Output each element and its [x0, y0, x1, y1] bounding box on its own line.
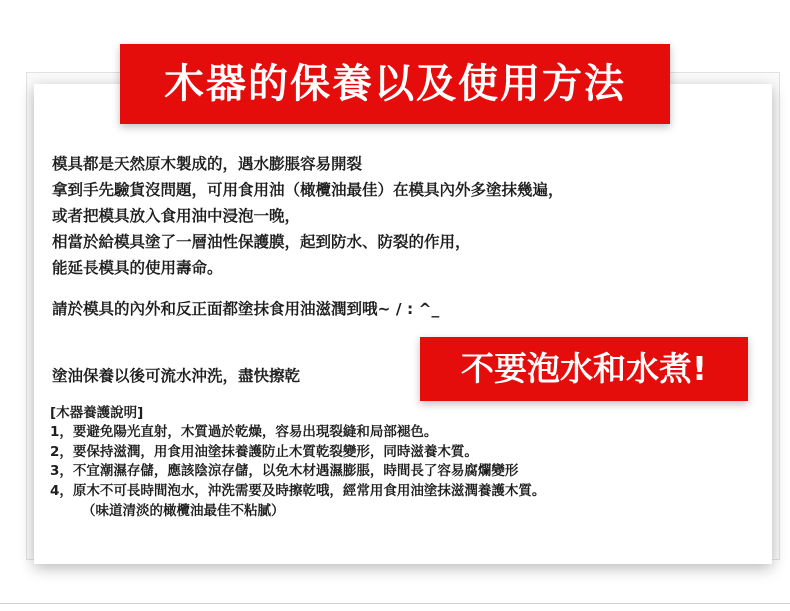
rinse-note: 塗油保養以後可流水沖洗，盡快擦乾	[52, 367, 301, 385]
bottom-divider	[0, 603, 790, 604]
intro-line: 或者把模具放入食用油中浸泡一晚，	[52, 207, 301, 225]
title-banner: 木器的保養以及使用方法	[120, 44, 670, 124]
intro-line: 能延長模具的使用壽命。	[52, 259, 223, 277]
intro-paragraph	[52, 151, 564, 281]
intro-line: 拿到手先驗貨沒問題，可用食用油（橄欖油最佳）在模具內外多塗抹幾遍，	[52, 181, 564, 199]
care-item: 4，原木不可長時間泡水，沖洗需要及時擦乾哦，經常用食用油塗抹滋潤養護木質。	[50, 482, 546, 499]
warning-banner: 不要泡水和水煮!	[420, 337, 748, 401]
care-item: 2，要保持滋潤，用食用油塗抹養護防止木質乾裂變形，同時滋養木質。	[50, 443, 478, 460]
care-instructions	[50, 403, 545, 521]
intro-line: 模具都是天然原木製成的，遇水膨脹容易開裂	[52, 155, 363, 173]
care-item: 3，不宜潮濕存儲，應該陰涼存儲，以免木材遇濕膨脹，時間長了容易腐爛變形	[50, 463, 519, 479]
oil-note: 請於模具的內外和反正面都塗抹食用油滋潤到哦~ / : ^_	[52, 300, 440, 318]
care-item: 1，要避免陽光直射，木質過於乾燥，容易出現裂縫和局部褪色。	[50, 424, 438, 440]
care-footnote: （味道清淡的橄欖油最佳不粘膩）	[82, 503, 285, 519]
care-list	[50, 423, 545, 501]
intro-line: 相當於給模具塗了一層油性保護膜，起到防水、防裂的作用，	[52, 233, 471, 251]
care-heading: [木器養護說明]	[50, 405, 144, 421]
